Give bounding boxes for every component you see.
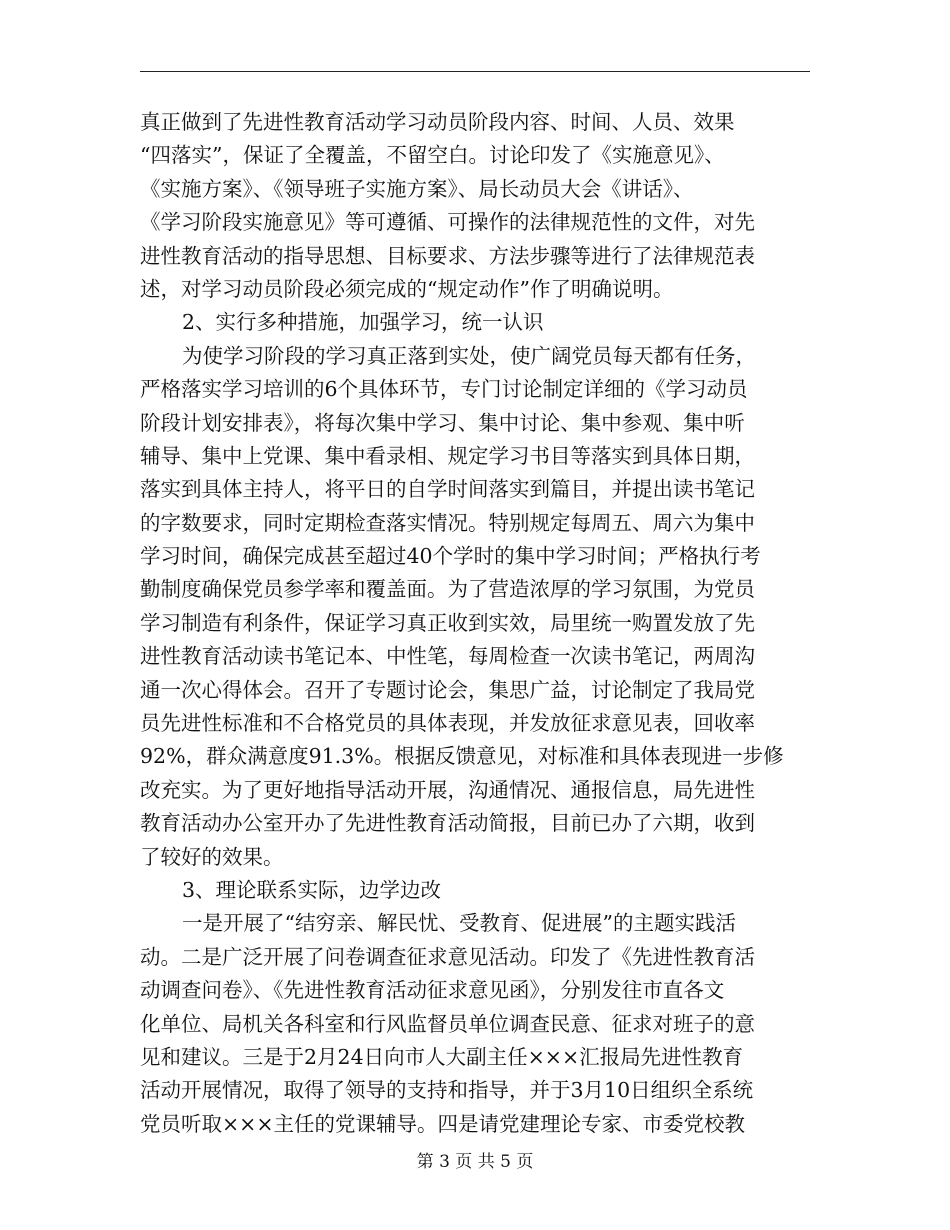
- text-line: 学习制造有利条件，保证学习真正收到实效，局里统一购置发放了先: [140, 610, 755, 635]
- text-line: 阶段计划安排表》，将每次集中学习、集中讨论、集中参观、集中听: [140, 410, 745, 435]
- text-line: 勤制度确保党员参学率和覆盖面。为了营造浓厚的学习氛围，为党员: [140, 577, 755, 602]
- text-line: 严格落实学习培训的6个具体环节，专门讨论制定详细的《学习动员: [140, 377, 748, 402]
- text-line: 《实施方案》、《领导班子实施方案》、局长动员大会《讲话》、: [140, 176, 694, 201]
- text-line: 进性教育活动读书笔记本、中性笔，每周检查一次读书笔记，两周沟: [140, 644, 755, 669]
- text-line: 3、理论联系实际，边学边改: [182, 877, 442, 902]
- text-line: 落实到具体主持人，将平日的自学时间落实到篇目，并提出读书笔记: [140, 477, 755, 502]
- text-line: “四落实”，保证了全覆盖，不留空白。讨论印发了《实施意见》、: [140, 143, 725, 168]
- text-line: 教育活动办公室开办了先进性教育活动简报，目前已办了六期，收到: [140, 811, 755, 836]
- text-line: 员先进性标准和不合格党员的具体表现，并发放征求意见表，回收率: [140, 711, 755, 736]
- text-line: 一是开展了“结穷亲、解民忧、受教育、促进展”的主题实践活: [182, 911, 736, 936]
- text-line: 真正做到了先进性教育活动学习动员阶段内容、时间、人员、效果: [140, 110, 735, 134]
- text-line: 党员听取×××主任的党课辅导。四是请党建理论专家、市委党校教: [140, 1111, 746, 1136]
- text-line: 述，对学习动员阶段必须完成的“规定动作”作了明确说明。: [140, 276, 674, 301]
- text-line: 活动开展情况，取得了领导的支持和指导，并于3月10日组织全系统: [140, 1078, 754, 1103]
- text-line: 进性教育活动的指导思想、目标要求、方法步骤等进行了法律规范表: [140, 243, 755, 268]
- body-text: [140, 106, 820, 1141]
- text-line: 通一次心得体会。召开了专题讨论会，集思广益，讨论制定了我局党: [140, 677, 755, 702]
- text-line: 学习时间，确保完成甚至超过40个学时的集中学习时间；严格执行考: [140, 544, 761, 569]
- text-line: 动。二是广泛开展了问卷调查征求意见活动。印发了《先进性教育活: [140, 944, 755, 969]
- header-rule: [140, 71, 810, 72]
- text-line: 动调查问卷》、《先进性教育活动征求意见函》，分别发往市直各文: [140, 978, 725, 1003]
- text-line: 的字数要求，同时定期检查落实情况。特别规定每周五、周六为集中: [140, 510, 755, 535]
- text-line: 为使学习阶段的学习真正落到实处，使广阔党员每天都有任务，: [182, 343, 756, 368]
- text-line: 改充实。为了更好地指导活动开展，沟通情况、通报信息，局先进性: [140, 777, 755, 802]
- text-line: 92%，群众满意度91.3%。根据反馈意见，对标准和具体表现进一步修: [140, 744, 784, 769]
- text-line: 见和建议。三是于2月24日向市人大副主任×××汇报局先进性教育: [140, 1044, 744, 1069]
- text-line: 《学习阶段实施意见》等可遵循、可操作的法律规范性的文件，对先: [140, 210, 755, 235]
- text-line: 化单位、局机关各科室和行风监督员单位调查民意、征求对班子的意: [140, 1011, 755, 1036]
- text-line: 了较好的效果。: [140, 844, 284, 869]
- text-line: 2、实行多种措施，加强学习，统一认识: [182, 310, 544, 335]
- page-footer: 第 3 页 共 5 页: [416, 1152, 534, 1172]
- text-line: 辅导、集中上党课、集中看录相、规定学习书目等落实到具体日期，: [140, 443, 755, 468]
